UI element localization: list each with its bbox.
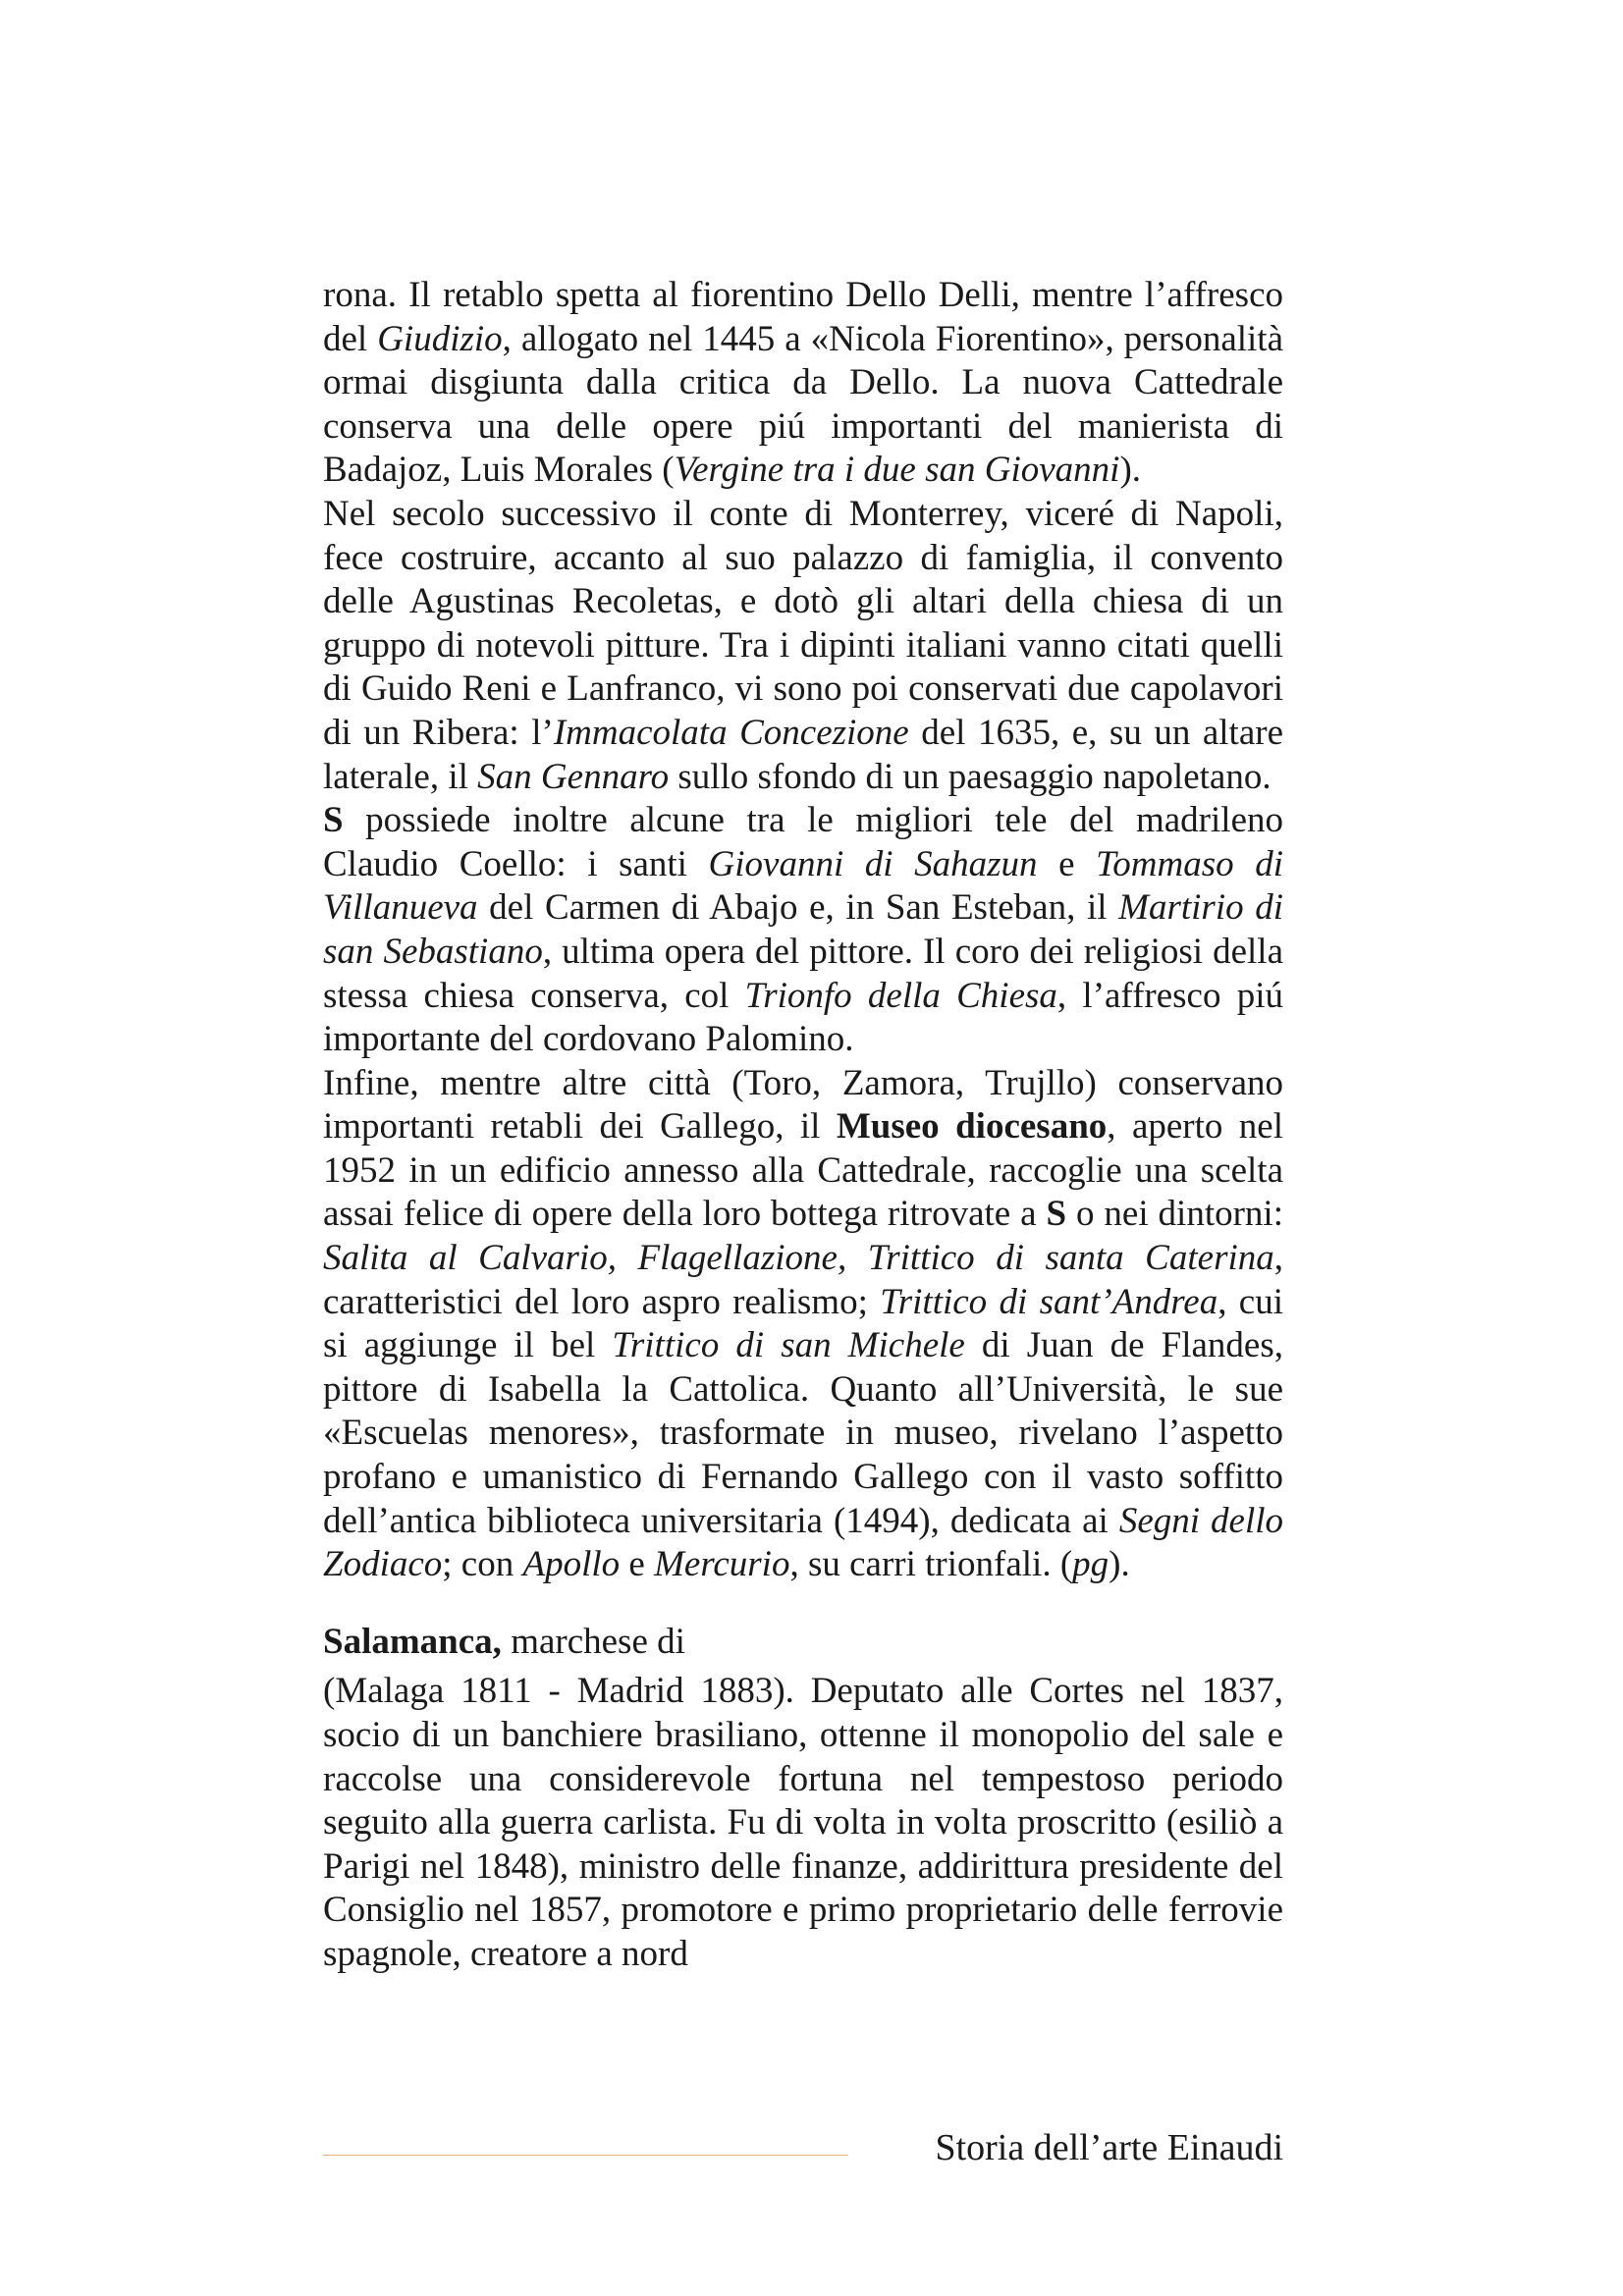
entry-body: (Malaga 1811 - Madrid 1883). Deputato alle Cortes nel 1837, socio di un banchiere brasiliano, ottenne il monopolio del sale e raccolse una considerevole fortuna nel tempestoso periodo seguito alla guerra carlista. Fu di volta in volta proscritto (esiliò a Parigi nel 1848), ministro delle finanze, addirittura presidente del Consiglio nel 1857, promotore e primo proprietario delle ferrovie spagnole, creatore a nord xyxy=(323,1671,1283,1974)
footer-rule xyxy=(323,2155,848,2156)
entry-headword: Salamanca, xyxy=(323,1621,502,1662)
entry-subtitle: marchese di xyxy=(501,1621,685,1662)
entry-heading xyxy=(323,1621,1283,1665)
paragraph-1: rona. Il retablo spetta al fiorentino Dello Delli, mentre l’affresco del Giudizio, allogato nel 1445 a «Nicola Fiorentino», personalità ormai disgiunta dalla critica da Dello. La nuova Cattedrale conserva una delle opere piú importanti del manierista di Badajoz, Luis Morales (Vergine tra i due san Giovanni). xyxy=(323,275,1284,491)
footer-title: Storia dell’arte Einaudi xyxy=(935,2127,1283,2168)
paragraph-2: Nel secolo successivo il conte di Monterrey, viceré di Napoli, fece costruire, accanto al suo palazzo di famiglia, il convento delle Agustinas Recoletas, e dotò gli altari della chiesa di un gruppo di notevoli pitture. Tra i dipinti italiani vanno citati quelli di Guido Reni e Lanfranco, vi sono poi conservati due capolavori di un Ribera: l’Immacolata Concezione del 1635, e, su un altare laterale, il San Gennaro sullo sfondo di un paesaggio napoletano. xyxy=(323,493,1283,797)
article-body xyxy=(323,274,1283,1977)
paragraph-4: Infine, mentre altre città (Toro, Zamora, Trujllo) conservano importanti retabli dei Gallego, il Museo diocesano, aperto nel 1952 in un edificio annesso alla Cattedrale, raccoglie una scelta assai felice di opere della loro bottega ritrovate a S o nei dintorni: Salita al Calvario, Flagellazione, Trittico di santa Caterina, caratteristici del loro aspro realismo; Trittico di sant’Andrea, cui si aggiunge il bel Trittico di san Michele di Juan de Flandes, pittore di Isabella la Cattolica. Quanto all’Università, le sue «Escuelas menores», trasformate in museo, rivelano l’aspetto profano e umanistico di Fernando Gallego con il vasto soffitto dell’antica biblioteca universitaria (1494), dedicata ai Segni dello Zodiaco; con Apollo e Mercurio, su carri trionfali. (pg). xyxy=(323,1062,1284,1585)
page-footer xyxy=(323,2117,1283,2176)
paragraph-3: S possiede inoltre alcune tra le migliori tele del madrileno Claudio Coello: i santi Giovanni di Sahazun e Tommaso di Villanueva del Carmen di Abajo e, in San Esteban, il Martirio di san Sebastiano, ultima opera del pittore. Il coro dei religiosi della stessa chiesa conserva, col Trionfo della Chiesa, l’affresco piú importante del cordovano Palomino. xyxy=(323,800,1283,1060)
